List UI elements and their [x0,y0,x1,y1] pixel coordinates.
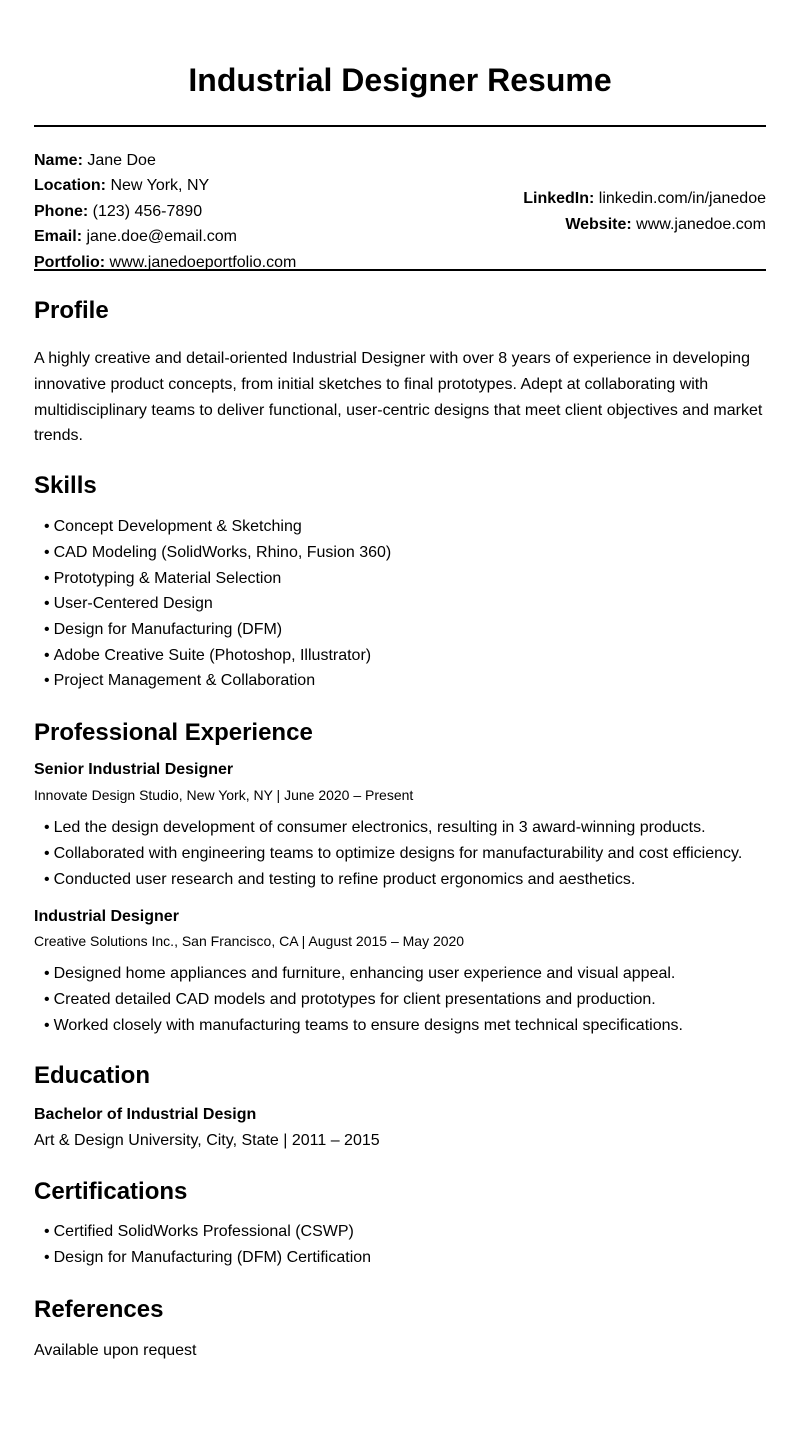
location-label: Location: [34,177,106,195]
job-bullet: • Designed home appliances and furniture, enhancing user experience and visual appeal. [44,961,766,987]
skills-heading: Skills [34,472,97,500]
linkedin-value: linkedin.com/in/janedoe [598,189,766,207]
location-value: New York, NY [110,177,210,195]
job-bullet: • Collaborated with engineering teams to optimize designs for manufacturability and cost efficiency. [44,841,766,867]
certifications-list [34,1219,766,1270]
email-label: Email: [34,228,83,246]
job-bullet: • Worked closely with manufacturing teams to ensure designs met technical specifications. [44,1013,766,1039]
skill-item: • Design for Manufacturing (DFM) [44,617,766,643]
contact-location [34,173,296,199]
name-label: Name: [34,151,83,169]
job-bullet: • Created detailed CAD models and prototypes for client presentations and production. [44,987,766,1013]
education-degree: Bachelor of Industrial Design [34,1106,257,1124]
job-title: Senior Industrial Designer [34,761,234,779]
job-title: Industrial Designer [34,908,179,926]
website-label: Website: [565,215,632,233]
references-heading: References [34,1295,164,1323]
skills-section [34,472,766,694]
job-bullet: • Conducted user research and testing to refine product ergonomics and aesthetics. [44,867,766,893]
skill-item: • CAD Modeling (SolidWorks, Rhino, Fusion 360) [44,540,766,566]
certifications-section [34,1178,766,1270]
certification-item: • Design for Manufacturing (DFM) Certification [44,1245,766,1271]
education-section [34,1062,766,1153]
phone-value: (123) 456-7890 [92,202,203,220]
contact-block [34,127,766,273]
contact-email [34,224,296,250]
certification-item: • Certified SolidWorks Professional (CSWP) [44,1219,766,1245]
job-entry [34,760,766,892]
profile-text: A highly creative and detail-oriented Industrial Designer with over 8 years of experience in developing innovative product concepts, from initial sketches to final prototypes. Adept at collaborating with multidisciplinary teams to deliver functional, user-centric designs that meet client objectives and market trends. [34,350,763,445]
skill-item: • Concept Development & Sketching [44,514,766,540]
job-entry [34,907,766,1038]
job-meta: Innovate Design Studio, New York, NY | June 2020 – Present [34,787,414,804]
profile-heading: Profile [34,297,109,324]
website-value: www.janedoe.com [636,215,766,233]
linkedin-label: LinkedIn: [523,189,595,207]
experience-heading: Professional Experience [34,719,313,747]
education-meta: Art & Design University, City, State | 2011 – 2015 [34,1132,380,1150]
contact-phone [34,199,296,225]
job-bullet: • Led the design development of consumer electronics, resulting in 3 award-winning products. [44,815,766,841]
references-section [34,1296,766,1364]
contact-linkedin [523,186,766,212]
skill-item: • Project Management & Collaboration [44,668,766,694]
contact-name [34,148,296,174]
profile-section [34,297,766,449]
skill-item: • Prototyping & Material Selection [44,566,766,592]
job-bullets [34,815,766,892]
job-meta: Creative Solutions Inc., San Francisco, CA | August 2015 – May 2020 [34,933,465,950]
references-text: Available upon request [34,1341,197,1359]
experience-section [34,719,766,1038]
skill-item: • Adobe Creative Suite (Photoshop, Illustrator) [44,643,766,669]
page-title: Industrial Designer Resume [188,62,612,98]
name-value: Jane Doe [87,151,156,169]
portfolio-value: www.janedoeportfolio.com [109,253,297,271]
contact-portfolio [34,250,296,276]
phone-label: Phone: [34,202,89,220]
email-value: jane.doe@email.com [86,228,238,246]
contact-right [523,186,766,237]
certifications-heading: Certifications [34,1178,188,1206]
contact-left [34,148,296,276]
portfolio-label: Portfolio: [34,253,106,271]
job-bullets [34,961,766,1038]
contact-website [523,212,766,238]
skill-item: • User-Centered Design [44,591,766,617]
skills-list [34,514,766,694]
education-heading: Education [34,1062,151,1090]
